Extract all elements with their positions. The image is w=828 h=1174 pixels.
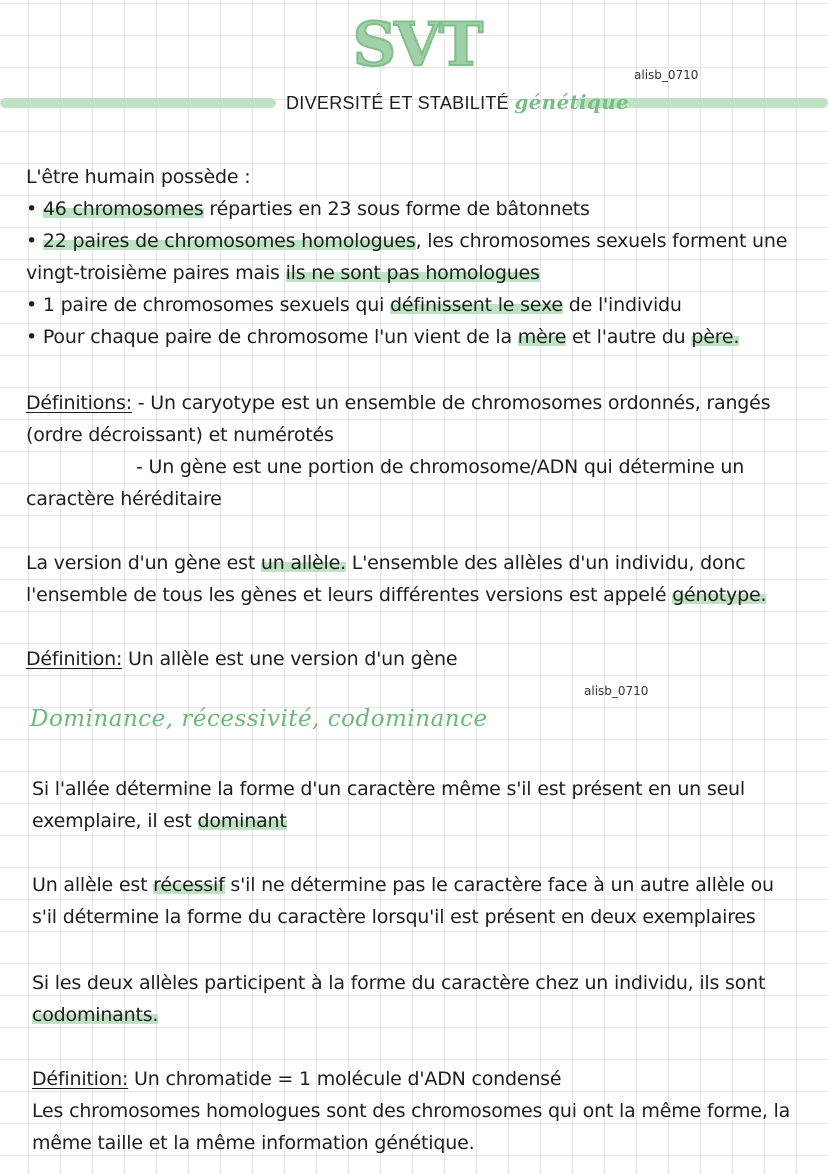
author-handle: alisb_0710 <box>634 68 699 82</box>
text: vingt-troisième paires mais <box>26 262 286 284</box>
bullet-4 <box>26 326 739 348</box>
definitions-line-4: caractère héréditaire <box>26 488 222 510</box>
highlight: père. <box>691 326 740 348</box>
text: Un allèle est une version d'un gène <box>122 648 458 670</box>
definition-label: Définition: <box>26 648 123 670</box>
definitions-line-2: (ordre décroissant) et numérotés <box>26 424 334 446</box>
dominance-line-2 <box>32 810 287 832</box>
text: Un chromatide = 1 molécule d'ADN condensé <box>128 1068 562 1090</box>
definition-label: Définition: <box>32 1068 129 1090</box>
bullet-2-cont <box>26 262 540 284</box>
bullet-3 <box>26 294 682 316</box>
definitions-line-3: - Un gène est une portion de chromosome/ADN qui détermine un <box>136 456 745 478</box>
bullet-1 <box>26 198 590 220</box>
text: de l'individu <box>562 294 682 316</box>
highlight: un allèle. <box>260 552 346 574</box>
definition-allele <box>26 648 457 670</box>
text: - Un caryotype est un ensemble de chromosomes ordonnés, rangés <box>131 392 771 414</box>
text: réparties en 23 sous forme de bâtonnets <box>203 198 590 220</box>
text: et l'autre du <box>566 326 692 348</box>
highlight: récessif <box>153 874 225 896</box>
header-bar-left <box>0 98 276 108</box>
page-subtitle <box>286 90 629 114</box>
text: s'il ne détermine pas le caractère face à un autre allèle ou <box>224 874 774 896</box>
text: , les chromosomes sexuels forment une <box>415 230 788 252</box>
codominance-line-2 <box>32 1004 158 1026</box>
highlight: 22 paires de chromosomes homologues <box>42 230 416 252</box>
recessive-line-2: s'il détermine la forme du caractère lorsqu'il est présent en deux exemplaires <box>32 906 756 928</box>
intro-line: L'être humain possède : <box>26 166 251 188</box>
text: l'ensemble de tous les gènes et leurs différentes versions est appelé <box>26 584 673 606</box>
definitions-label: Définitions: <box>26 392 132 414</box>
text: La version d'un gène est <box>26 552 261 574</box>
allele-line-2 <box>26 584 766 606</box>
logo-title: SVT <box>352 10 482 80</box>
homologous-line-1: Les chromosomes homologues sont des chromosomes qui ont la même forme, la <box>32 1100 791 1122</box>
author-handle-2: alisb_0710 <box>584 684 649 698</box>
text: Un allèle est <box>32 874 154 896</box>
text: L'ensemble des allèles d'un individu, donc <box>345 552 746 574</box>
subtitle-main: DIVERSITÉ ET STABILITÉ <box>286 93 509 113</box>
text: • Pour chaque paire de chromosome l'un vient de la <box>26 326 518 348</box>
highlight: mère <box>517 326 567 348</box>
dominance-line-1: Si l'allée détermine la forme d'un caractère même s'il est présent en un seul <box>32 778 745 800</box>
highlight: dominant <box>197 810 287 832</box>
recessive-line-1 <box>32 874 774 896</box>
highlight: 46 chromosomes <box>42 198 204 220</box>
highlight: définissent le sexe <box>390 294 563 316</box>
highlight: ils ne sont pas homologues <box>285 262 540 284</box>
highlight: codominants. <box>32 1004 159 1026</box>
text: exemplaire, il est <box>32 810 198 832</box>
bullet-2 <box>26 230 787 252</box>
allele-line-1 <box>26 552 746 574</box>
codominance-line-1: Si les deux allèles participent à la forme du caractère chez un individu, ils sont <box>32 972 766 994</box>
highlight: génotype. <box>672 584 767 606</box>
subtitle-accent: génétique <box>514 90 630 114</box>
bullet: • <box>26 198 43 220</box>
definitions-line-1 <box>26 392 770 414</box>
homologous-line-2: même taille et la même information génétique. <box>32 1132 475 1154</box>
bullet: • <box>26 230 43 252</box>
section-title: Dominance, récessivité, codominance <box>30 706 488 732</box>
text: • 1 paire de chromosomes sexuels qui <box>26 294 391 316</box>
definition-chromatide <box>32 1068 561 1090</box>
